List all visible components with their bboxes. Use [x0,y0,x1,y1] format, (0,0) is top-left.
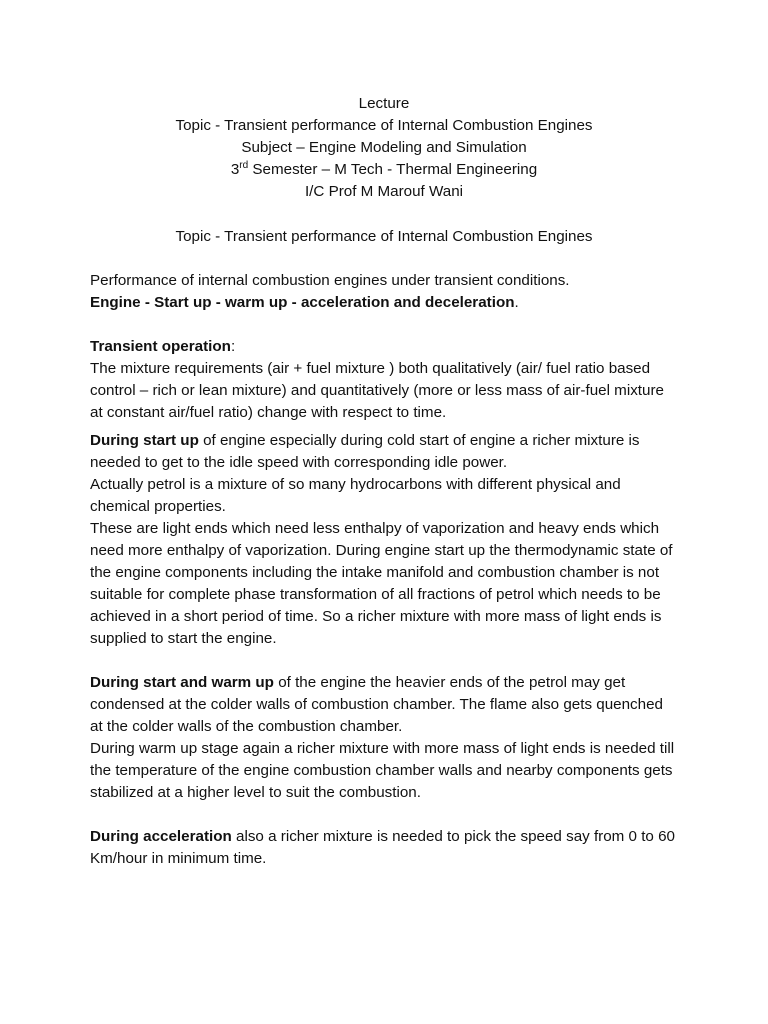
start-up-text: of engine especially during cold start of engine a richer mixture is needed to get to the idle speed with corresponding idle power. [90,432,640,471]
engine-stages-tail: . [514,294,519,311]
acceleration-lead: During acceleration [90,828,232,845]
warm-up-lead: During start and warm up [90,674,274,691]
warm-up-text: of the engine the heavier ends of the petrol may get condensed at the colder walls of combustion chamber. The flame also gets quenched at the colder walls of the combustion chamber. [90,674,663,735]
acceleration-paragraph [90,826,675,870]
header-instructor: I/C Prof M Marouf Wani [304,183,464,200]
start-up-paragraph [90,430,675,474]
header-subject: Subject – Engine Modeling and Simulation [241,139,527,156]
semester-rest: Semester – M Tech - Thermal Engineering [248,161,538,178]
transient-heading: Transient operation [90,338,231,355]
semester-number: 3 [230,161,240,178]
intro-stages [90,292,675,314]
engine-stages-bold: Engine - Start up - warm up - acceleration and deceleration [90,294,515,311]
intro-line: Performance of internal combustion engines under transient conditions. [90,272,570,289]
warm-up-paragraph [90,672,675,738]
start-up-lead: During start up [90,432,199,449]
header-lecture-label: Lecture [358,95,410,112]
transient-heading-colon: : [230,338,236,355]
petrol-paragraph: Actually petrol is a mixture of so many hydrocarbons with different physical and chemical properties. [90,476,621,515]
header-semester [0,159,768,181]
warm-up-stage-paragraph: During warm up stage again a richer mixture with more mass of light ends is needed till the temperature of the engine combustion chamber walls and nearby components gets stabilized at a higher level to suit the combustion. [90,740,675,801]
transient-paragraph: The mixture requirements (air + fuel mixture ) both qualitatively (air/ fuel ratio based control – rich or lean mixture) and quantitatively (more or less mass of air-fuel mixture at constant air/fuel ratio) change with respect to time. [90,360,664,421]
light-heavy-ends-paragraph: These are light ends which need less enthalpy of vaporization and heavy ends which need more enthalpy of vaporization. During engine start up the thermodynamic state of the engine components including the intake manifold and combustion chamber is not suitable for complete phase transformation of all fractions of petrol which needs to be achieved in a short period of time. So a richer mixture with more mass of light ends is supplied to start the engine. [90,520,673,647]
transient-heading-line [90,336,675,358]
document-body [90,270,675,870]
topic-title: Topic - Transient performance of Internal Combustion Engines [175,228,593,245]
lecture-header [0,93,768,203]
semester-ordinal-suffix: rd [239,159,249,171]
header-topic: Topic - Transient performance of Internal Combustion Engines [175,117,593,134]
acceleration-text: also a richer mixture is needed to pick the speed say from 0 to 60 Km/hour in minimum time. [90,828,675,867]
